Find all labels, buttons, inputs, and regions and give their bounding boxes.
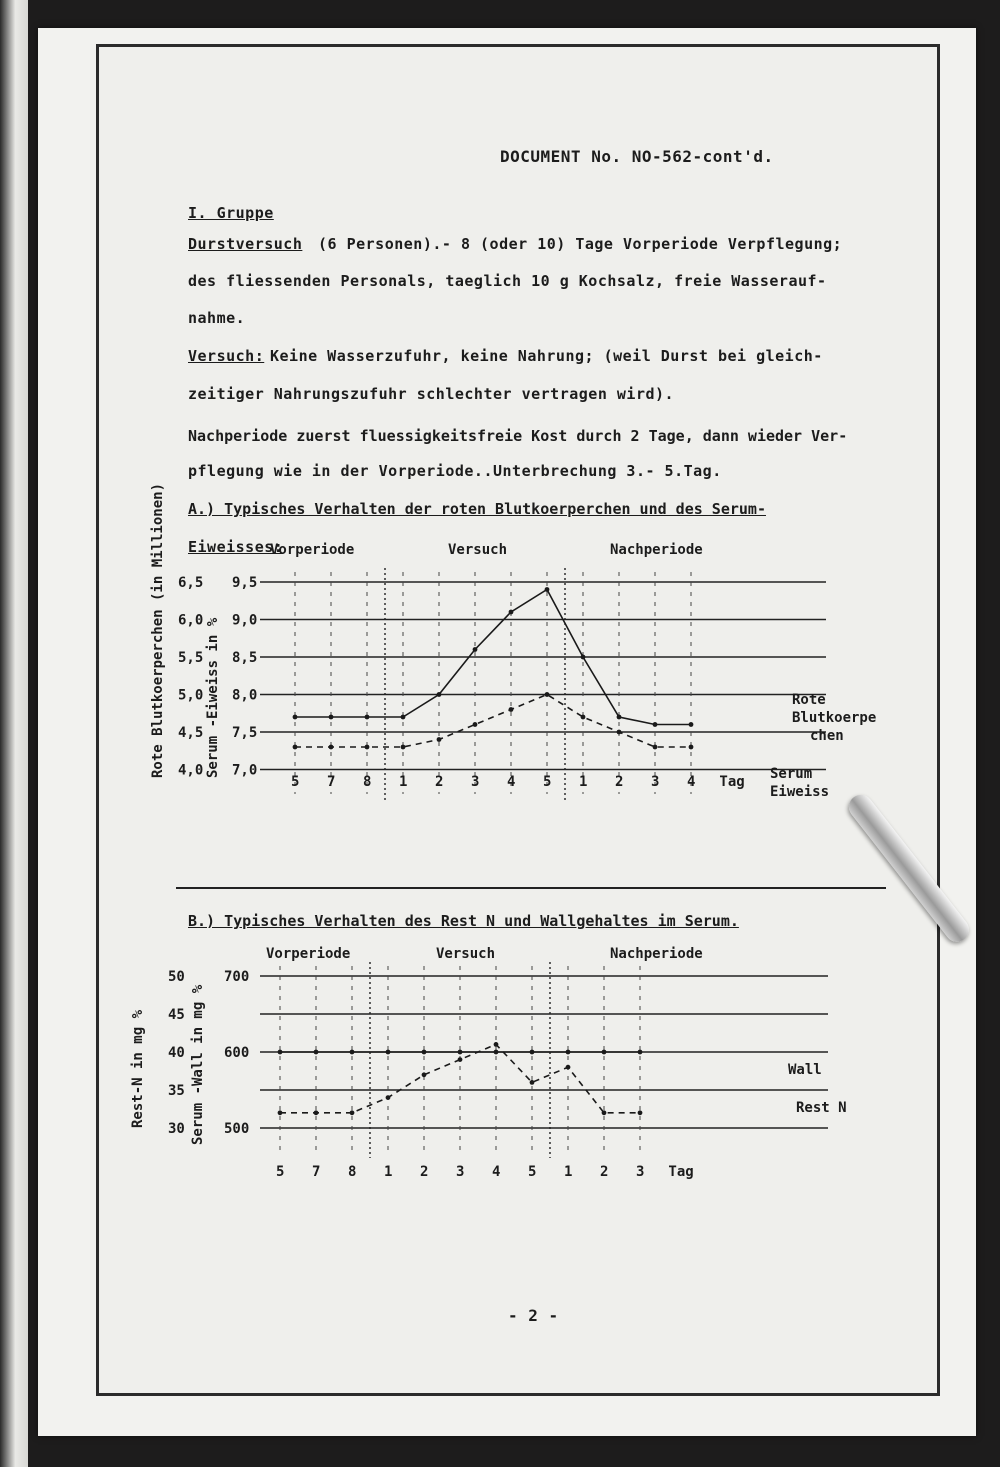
data-point (566, 1065, 571, 1070)
chart-a-ylabel-left: Rote Blutkoerperchen (in Millionen) (150, 482, 166, 778)
data-point (293, 745, 298, 750)
period-label: Versuch (436, 946, 496, 962)
paragraph-label-durstversuch: Durstversuch (188, 235, 303, 253)
y-tick-right: 9,5 (232, 575, 258, 591)
period-label: Vorperiode (270, 542, 355, 558)
chart-b (160, 940, 900, 1190)
legend-label: Rote (792, 692, 826, 708)
data-point (473, 647, 478, 652)
y-tick-right: 500 (224, 1121, 250, 1137)
x-tick-label: 5 (291, 774, 300, 790)
y-tick-left: 5,5 (178, 650, 204, 666)
period-label: Nachperiode (610, 542, 703, 558)
paragraph-label-versuch: Versuch: (188, 347, 265, 365)
x-tick-label: 8 (348, 1164, 357, 1180)
data-point (437, 737, 442, 742)
paragraph-line: zeitiger Nahrungszufuhr schlechter vertragen wird). (188, 385, 675, 403)
paragraph-line: nahme. (188, 309, 246, 327)
data-point (386, 1050, 391, 1055)
series-line-secondary (295, 695, 691, 748)
binder-edge (0, 0, 28, 1467)
legend-label: Blutkoerpe (792, 710, 877, 726)
chart-b-ylabel-left: Rest-N in mg % (130, 1009, 146, 1128)
chart-a-ylabel-right: Serum -Eiweiss in % (205, 617, 221, 778)
paragraph-line: des fliessenden Personals, taeglich 10 g Kochsalz, freie Wasserauf- (188, 272, 827, 290)
data-point (350, 1050, 355, 1055)
x-tick-label: 3 (471, 774, 480, 790)
legend-label: Eiweiss (770, 784, 830, 800)
x-tick-label: 3 (636, 1164, 645, 1180)
section-b-title: B.) Typisches Verhalten des Rest N und Wallgehaltes im Serum. (188, 912, 739, 930)
data-point (581, 655, 586, 660)
x-tick-label: 2 (420, 1164, 429, 1180)
paragraph-line: pflegung wie in der Vorperiode..Unterbrechung 3.- 5.Tag. (188, 462, 722, 480)
paragraph-line: (6 Personen).- 8 (oder 10) Tage Vorperiode Verpflegung; (318, 235, 843, 253)
y-tick-left: 4,0 (178, 762, 204, 779)
group-title: I. Gruppe (188, 204, 274, 222)
section-a-title-cont: Eiweisses: (188, 538, 284, 556)
y-tick-left: 6,0 (178, 612, 204, 629)
chart-a (170, 538, 910, 808)
y-tick-left: 50 (168, 969, 185, 985)
period-label: Vorperiode (266, 946, 351, 962)
page-number: - 2 - (508, 1306, 559, 1325)
x-tick-label: 2 (435, 774, 444, 790)
legend-label-rest-n: Rest N (796, 1100, 847, 1116)
x-tick-label: 1 (564, 1164, 573, 1180)
y-tick-left: 5,0 (178, 687, 204, 704)
period-label: Nachperiode (610, 946, 703, 962)
x-tick-label: 3 (456, 1164, 465, 1180)
x-tick-label: 4 (492, 1164, 501, 1180)
data-point (278, 1110, 283, 1115)
data-point (329, 745, 334, 750)
data-point (458, 1057, 463, 1062)
x-tick-label: 7 (312, 1164, 321, 1180)
data-point (473, 722, 478, 727)
period-label: Versuch (448, 542, 508, 558)
data-point (494, 1042, 499, 1047)
y-tick-right: 8,5 (232, 650, 258, 666)
y-tick-right: 7,5 (232, 725, 258, 741)
x-tick-label: 7 (327, 774, 336, 790)
data-point (365, 715, 370, 720)
data-point (293, 715, 298, 720)
y-tick-right: 700 (224, 969, 250, 985)
y-tick-left: 45 (168, 1007, 185, 1023)
x-tick-label: Tag (668, 1164, 694, 1180)
data-point (437, 692, 442, 697)
data-point (494, 1050, 499, 1055)
data-point (422, 1050, 427, 1055)
x-tick-label: 4 (687, 774, 696, 790)
legend-label: chen (810, 728, 844, 744)
data-point (314, 1050, 319, 1055)
document-id: DOCUMENT No. NO-562-cont'd. (500, 147, 774, 166)
x-tick-label: 8 (363, 774, 372, 790)
y-tick-left: 6,5 (178, 575, 204, 591)
x-tick-label: 5 (528, 1164, 537, 1180)
x-tick-label: 5 (543, 774, 552, 790)
x-tick-label: 4 (507, 774, 516, 790)
data-point (509, 707, 514, 712)
data-point (545, 692, 550, 697)
data-point (422, 1072, 427, 1077)
y-tick-right: 9,0 (232, 612, 258, 629)
y-tick-left: 35 (168, 1083, 185, 1099)
y-tick-right: 8,0 (232, 687, 258, 704)
data-point (386, 1095, 391, 1100)
data-point (401, 715, 406, 720)
divider (176, 887, 886, 889)
x-tick-label: 2 (615, 774, 624, 790)
data-point (638, 1110, 643, 1115)
data-point (617, 730, 622, 735)
data-point (566, 1050, 571, 1055)
x-tick-label: Tag (719, 774, 745, 790)
x-tick-label: 2 (600, 1164, 609, 1180)
data-point (602, 1110, 607, 1115)
x-tick-label: 3 (651, 774, 660, 790)
x-tick-label: 1 (384, 1164, 393, 1180)
data-point (653, 745, 658, 750)
data-point (530, 1080, 535, 1085)
data-point (329, 715, 334, 720)
chart-b-ylabel-right: Serum -Wall in mg % (190, 984, 206, 1145)
data-point (458, 1050, 463, 1055)
data-point (653, 722, 658, 727)
paragraph-line: Nachperiode zuerst fluessigkeitsfreie Kost durch 2 Tage, dann wieder Ver- (188, 427, 848, 445)
legend-label: Serum (770, 766, 813, 782)
y-tick-left: 4,5 (178, 725, 204, 741)
y-tick-right: 7,0 (232, 762, 258, 779)
data-point (638, 1050, 643, 1055)
y-tick-left: 30 (168, 1121, 185, 1137)
x-tick-label: 1 (579, 774, 588, 790)
data-point (689, 722, 694, 727)
y-tick-right: 600 (224, 1045, 250, 1061)
data-point (401, 745, 406, 750)
data-point (314, 1110, 319, 1115)
data-point (545, 587, 550, 592)
y-tick-left: 40 (168, 1045, 185, 1061)
data-point (509, 610, 514, 615)
data-point (602, 1050, 607, 1055)
legend-label-wall: Wall (788, 1062, 822, 1078)
data-point (689, 745, 694, 750)
data-point (617, 715, 622, 720)
section-a-title: A.) Typisches Verhalten der roten Blutkoerperchen und des Serum- (188, 500, 766, 518)
data-point (278, 1050, 283, 1055)
data-point (350, 1110, 355, 1115)
data-point (365, 745, 370, 750)
x-tick-label: 1 (399, 774, 408, 790)
paragraph-line: Keine Wasserzufuhr, keine Nahrung; (weil Durst bei gleich- (270, 347, 823, 365)
x-tick-label: 5 (276, 1164, 285, 1180)
data-point (530, 1050, 535, 1055)
data-point (581, 715, 586, 720)
